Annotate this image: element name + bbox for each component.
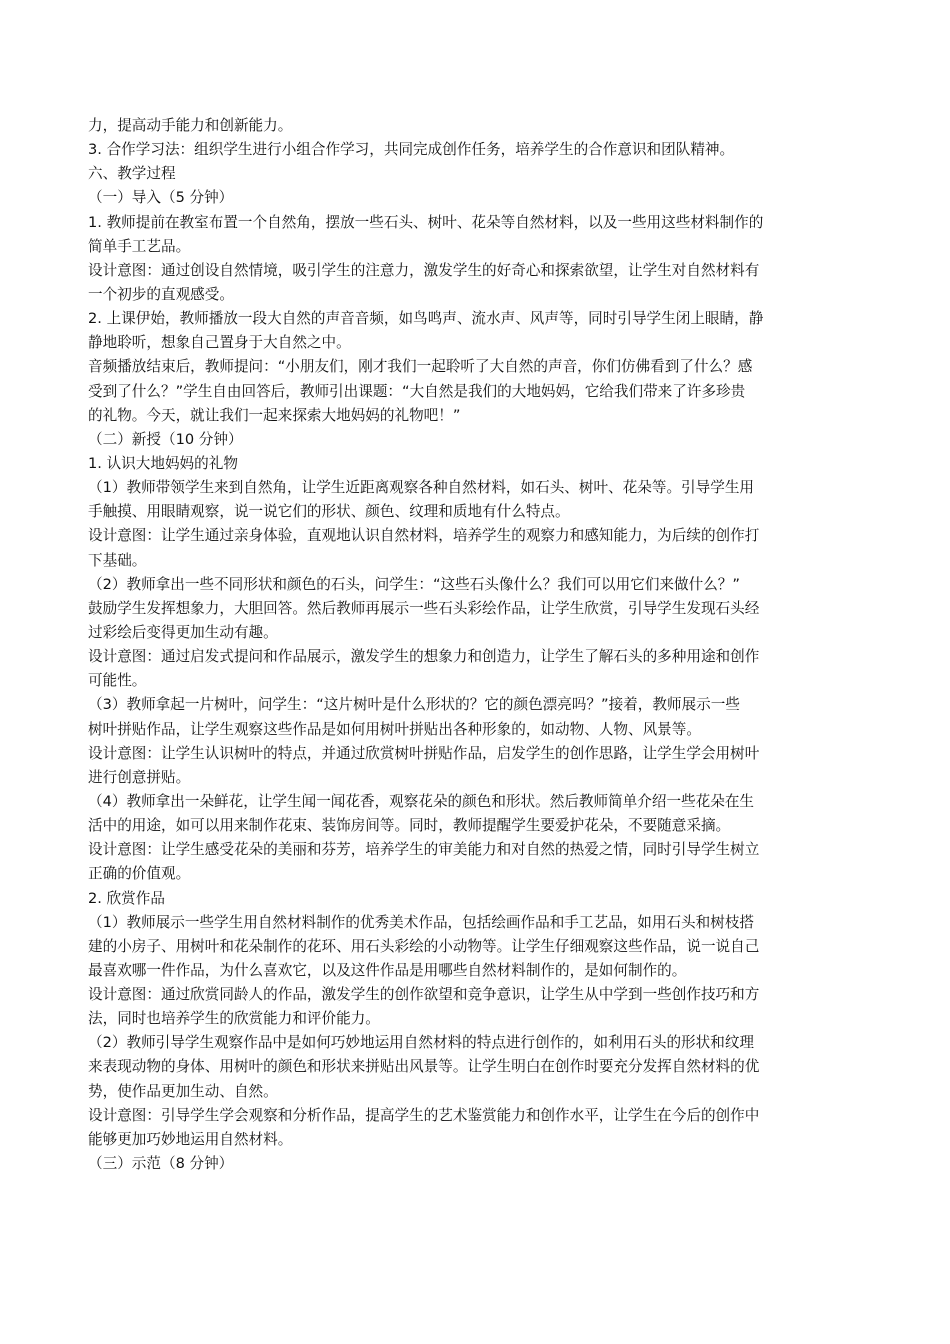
text-line: 进行创意拼贴。: [88, 768, 191, 786]
text-line: 势，使作品更加生动、自然。: [88, 1082, 278, 1100]
text-line: 设计意图：通过创设自然情境，吸引学生的注意力，激发学生的好奇心和探索欲望，让学生对自然材料有: [88, 261, 760, 279]
text-line: （2）教师引导学生观察作品中是如何巧妙地运用自然材料的特点进行创作的，如利用石头的形状和纹理: [88, 1034, 755, 1052]
text-line: 力，提高动手能力和创新能力。: [88, 117, 293, 134]
text-line: 3. 合作学习法：组织学生进行小组合作学习，共同完成创作任务，培养学生的合作意识和团队精神。: [88, 141, 735, 159]
text-line: 音频播放结束后，教师提问：“小朋友们，刚才我们一起聆听了大自然的声音，你们仿佛看到了什么？感: [88, 358, 753, 376]
subsection-heading: （一）导入（5 分钟）: [88, 189, 234, 207]
text-line: 活中的用途，如可以用来制作花束、装饰房间等。同时，教师提醒学生要爱护花朵，不要随意采摘。: [88, 817, 731, 835]
text-line: （2）教师拿出一些不同形状和颜色的石头，问学生：“这些石头像什么？我们可以用它们来做什么？”: [88, 575, 740, 593]
text-line: 手触摸、用眼睛观察，说一说它们的形状、颜色、纹理和质地有什么特点。: [88, 503, 570, 521]
section-heading: 六、教学过程: [88, 165, 176, 183]
subsection-heading: （三）示范（8 分钟）: [88, 1155, 234, 1173]
text-line: 法，同时也培养学生的欣赏能力和评价能力。: [88, 1010, 380, 1028]
subsection-heading: （二）新授（10 分钟）: [88, 430, 243, 448]
text-line: （3）教师拿起一片树叶，问学生：“这片树叶是什么形状的？它的颜色漂亮吗？”接着，教师展示一些: [88, 696, 740, 714]
text-line: 下基础。: [88, 551, 147, 569]
text-line: （1）教师带领学生来到自然角，让学生近距离观察各种自然材料，如石头、树叶、花朵等。引导学生用: [88, 479, 755, 497]
text-line: 过彩绘后变得更加生动有趣。: [88, 623, 278, 641]
text-line: 设计意图：通过欣赏同龄人的作品，激发学生的创作欲望和竞争意识，让学生从中学到一些创作技巧和方: [88, 986, 760, 1004]
text-line: 2. 上课伊始，教师播放一段大自然的声音音频，如鸟鸣声、流水声、风声等，同时引导学生闭上眼睛，静: [88, 310, 764, 328]
text-line: 能够更加巧妙地运用自然材料。: [88, 1130, 293, 1148]
text-line: 鼓励学生发挥想象力，大胆回答。然后教师再展示一些石头彩绘作品，让学生欣赏，引导学生发现石头经: [88, 599, 760, 617]
text-line: 设计意图：让学生感受花朵的美丽和芬芳，培养学生的审美能力和对自然的热爱之情，同时引导学生树立: [88, 841, 760, 859]
text-line: 1. 教师提前在教室布置一个自然角，摆放一些石头、树叶、花朵等自然材料，以及一些用这些材料制作的: [88, 213, 764, 231]
item-heading: 1. 认识大地妈妈的礼物: [88, 454, 238, 472]
document-page: [88, 114, 863, 1176]
item-heading: 2. 欣赏作品: [88, 889, 165, 907]
text-line: 一个初步的直观感受。: [88, 285, 234, 303]
text-line: 简单手工艺品。: [88, 237, 191, 255]
text-line: 正确的价值观。: [88, 865, 191, 883]
text-line: （1）教师展示一些学生用自然材料制作的优秀美术作品，包括绘画作品和手工艺品，如用石头和树枝搭: [88, 913, 755, 931]
text-line: 最喜欢哪一件作品，为什么喜欢它，以及这件作品是用哪些自然材料制作的，是如何制作的。: [88, 961, 687, 979]
text-line: 设计意图：让学生通过亲身体验，直观地认识自然材料，培养学生的观察力和感知能力，为后续的创作打: [88, 527, 760, 545]
text-line: 设计意图：通过启发式提问和作品展示，激发学生的想象力和创造力，让学生了解石头的多种用途和创作: [88, 648, 760, 666]
text-line: 可能性。: [88, 672, 147, 690]
text-line: 设计意图：引导学生学会观察和分析作品，提高学生的艺术鉴赏能力和创作水平，让学生在今后的创作中: [88, 1106, 760, 1124]
text-line: 建的小房子、用树叶和花朵制作的花环、用石头彩绘的小动物等。让学生仔细观察这些作品，说一说自己: [88, 937, 760, 955]
text-line: 树叶拼贴作品，让学生观察这些作品是如何用树叶拼贴出各种形象的，如动物、人物、风景等。: [88, 720, 701, 738]
text-line: （4）教师拿出一朵鲜花，让学生闻一闻花香，观察花朵的颜色和形状。然后教师简单介绍一些花朵在生: [88, 792, 755, 810]
text-line: 受到了什么？”学生自由回答后，教师引出课题：“大自然是我们的大地妈妈，它给我们带来了许多珍贵: [88, 382, 746, 400]
text-line: 静地聆听，想象自己置身于大自然之中。: [88, 334, 351, 352]
text-line: 设计意图：让学生认识树叶的特点，并通过欣赏树叶拼贴作品，启发学生的创作思路，让学生学会用树叶: [88, 744, 760, 762]
text-line: 来表现动物的身体、用树叶的颜色和形状来拼贴出风景等。让学生明白在创作时要充分发挥自然材料的优: [88, 1058, 760, 1076]
text-line: 的礼物。今天，就让我们一起来探索大地妈妈的礼物吧！”: [88, 406, 461, 424]
